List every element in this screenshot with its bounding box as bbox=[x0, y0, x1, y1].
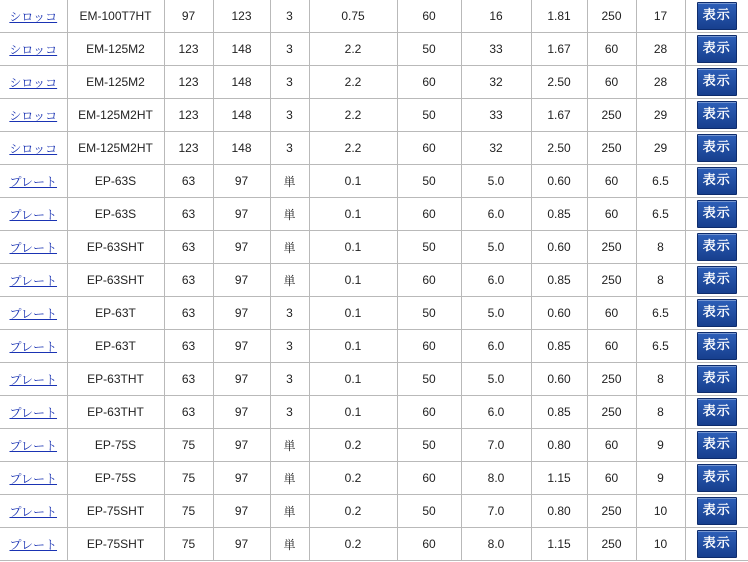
phase-cell: 単 bbox=[270, 198, 309, 231]
airflow-cell: 8.0 bbox=[461, 462, 531, 495]
size-b-cell: 97 bbox=[213, 363, 270, 396]
airflow-cell: 6.0 bbox=[461, 264, 531, 297]
frequency-cell: 50 bbox=[397, 33, 461, 66]
action-cell bbox=[685, 528, 748, 561]
action-cell bbox=[685, 99, 748, 132]
pressure-cell: 250 bbox=[587, 264, 636, 297]
power-cell: 2.2 bbox=[309, 132, 397, 165]
phase-cell: 3 bbox=[270, 33, 309, 66]
fan-type-link[interactable]: プレート bbox=[9, 207, 58, 222]
fan-type-link[interactable]: シロッコ bbox=[9, 75, 58, 90]
model-cell: EM-125M2HT bbox=[67, 132, 164, 165]
weight-cell: 29 bbox=[636, 99, 685, 132]
show-button[interactable]: 表示 bbox=[697, 2, 737, 30]
weight-cell: 10 bbox=[636, 528, 685, 561]
power-cell: 0.1 bbox=[309, 297, 397, 330]
fan-type-cell bbox=[0, 231, 67, 264]
weight-cell: 9 bbox=[636, 462, 685, 495]
size-b-cell: 97 bbox=[213, 396, 270, 429]
weight-cell: 28 bbox=[636, 66, 685, 99]
fan-type-cell bbox=[0, 99, 67, 132]
size-a-cell: 97 bbox=[164, 0, 213, 33]
action-cell bbox=[685, 396, 748, 429]
size-b-cell: 97 bbox=[213, 264, 270, 297]
action-cell bbox=[685, 429, 748, 462]
phase-cell: 3 bbox=[270, 0, 309, 33]
pressure-cell: 60 bbox=[587, 198, 636, 231]
action-cell bbox=[685, 165, 748, 198]
fan-type-cell bbox=[0, 429, 67, 462]
fan-type-link[interactable]: プレート bbox=[9, 537, 58, 552]
show-button[interactable]: 表示 bbox=[697, 200, 737, 228]
frequency-cell: 60 bbox=[397, 0, 461, 33]
fan-type-link[interactable]: シロッコ bbox=[9, 141, 58, 156]
size-a-cell: 63 bbox=[164, 396, 213, 429]
pressure-cell: 250 bbox=[587, 396, 636, 429]
model-cell: EP-63S bbox=[67, 165, 164, 198]
power-cell: 0.2 bbox=[309, 528, 397, 561]
weight-cell: 6.5 bbox=[636, 330, 685, 363]
fan-type-link[interactable]: プレート bbox=[9, 471, 58, 486]
pressure-cell: 250 bbox=[587, 528, 636, 561]
size-b-cell: 97 bbox=[213, 231, 270, 264]
current-cell: 0.80 bbox=[531, 495, 587, 528]
model-cell: EP-63SHT bbox=[67, 264, 164, 297]
phase-cell: 3 bbox=[270, 99, 309, 132]
fan-type-link[interactable]: プレート bbox=[9, 339, 58, 354]
model-cell: EM-125M2HT bbox=[67, 99, 164, 132]
pressure-cell: 60 bbox=[587, 165, 636, 198]
weight-cell: 6.5 bbox=[636, 198, 685, 231]
phase-cell: 3 bbox=[270, 330, 309, 363]
action-cell bbox=[685, 330, 748, 363]
current-cell: 0.85 bbox=[531, 330, 587, 363]
table-row bbox=[0, 462, 748, 495]
phase-cell: 単 bbox=[270, 264, 309, 297]
airflow-cell: 5.0 bbox=[461, 231, 531, 264]
model-cell: EP-75S bbox=[67, 429, 164, 462]
airflow-cell: 33 bbox=[461, 33, 531, 66]
frequency-cell: 60 bbox=[397, 330, 461, 363]
airflow-cell: 6.0 bbox=[461, 330, 531, 363]
action-cell bbox=[685, 297, 748, 330]
table-row bbox=[0, 99, 748, 132]
current-cell: 1.15 bbox=[531, 528, 587, 561]
phase-cell: 単 bbox=[270, 528, 309, 561]
fan-type-link[interactable]: シロッコ bbox=[9, 108, 58, 123]
power-cell: 0.1 bbox=[309, 396, 397, 429]
pressure-cell: 250 bbox=[587, 363, 636, 396]
show-button[interactable]: 表示 bbox=[697, 101, 737, 129]
size-b-cell: 97 bbox=[213, 495, 270, 528]
pressure-cell: 60 bbox=[587, 462, 636, 495]
power-cell: 2.2 bbox=[309, 33, 397, 66]
table-row bbox=[0, 198, 748, 231]
action-cell bbox=[685, 462, 748, 495]
model-cell: EP-63SHT bbox=[67, 231, 164, 264]
pressure-cell: 60 bbox=[587, 330, 636, 363]
action-cell bbox=[685, 231, 748, 264]
pressure-cell: 250 bbox=[587, 99, 636, 132]
frequency-cell: 60 bbox=[397, 528, 461, 561]
power-cell: 2.2 bbox=[309, 99, 397, 132]
phase-cell: 単 bbox=[270, 462, 309, 495]
airflow-cell: 5.0 bbox=[461, 165, 531, 198]
airflow-cell: 32 bbox=[461, 132, 531, 165]
size-a-cell: 123 bbox=[164, 66, 213, 99]
model-cell: EP-63THT bbox=[67, 396, 164, 429]
current-cell: 2.50 bbox=[531, 132, 587, 165]
fan-type-link[interactable]: プレート bbox=[9, 372, 58, 387]
current-cell: 0.60 bbox=[531, 363, 587, 396]
size-b-cell: 97 bbox=[213, 297, 270, 330]
pressure-cell: 250 bbox=[587, 132, 636, 165]
frequency-cell: 60 bbox=[397, 198, 461, 231]
show-button[interactable]: 表示 bbox=[697, 68, 737, 96]
size-b-cell: 123 bbox=[213, 0, 270, 33]
power-cell: 0.1 bbox=[309, 330, 397, 363]
model-cell: EM-125M2 bbox=[67, 66, 164, 99]
fan-type-link[interactable]: プレート bbox=[9, 405, 58, 420]
current-cell: 0.85 bbox=[531, 396, 587, 429]
fan-type-cell bbox=[0, 33, 67, 66]
fan-type-link[interactable]: シロッコ bbox=[9, 9, 58, 24]
size-a-cell: 63 bbox=[164, 165, 213, 198]
fan-type-link[interactable]: プレート bbox=[9, 306, 58, 321]
fan-type-cell bbox=[0, 495, 67, 528]
model-cell: EP-63T bbox=[67, 297, 164, 330]
current-cell: 0.60 bbox=[531, 231, 587, 264]
frequency-cell: 60 bbox=[397, 462, 461, 495]
pressure-cell: 60 bbox=[587, 66, 636, 99]
action-cell bbox=[685, 363, 748, 396]
weight-cell: 8 bbox=[636, 396, 685, 429]
power-cell: 0.1 bbox=[309, 231, 397, 264]
show-button[interactable]: 表示 bbox=[697, 431, 737, 459]
phase-cell: 単 bbox=[270, 429, 309, 462]
size-a-cell: 123 bbox=[164, 132, 213, 165]
fan-type-cell bbox=[0, 396, 67, 429]
weight-cell: 8 bbox=[636, 363, 685, 396]
size-b-cell: 97 bbox=[213, 165, 270, 198]
table-row bbox=[0, 0, 748, 33]
fan-type-link[interactable]: プレート bbox=[9, 174, 58, 189]
airflow-cell: 32 bbox=[461, 66, 531, 99]
size-b-cell: 148 bbox=[213, 99, 270, 132]
phase-cell: 3 bbox=[270, 297, 309, 330]
show-button[interactable]: 表示 bbox=[697, 332, 737, 360]
current-cell: 0.80 bbox=[531, 429, 587, 462]
action-cell bbox=[685, 33, 748, 66]
fan-type-link[interactable]: プレート bbox=[9, 240, 58, 255]
model-cell: EP-75SHT bbox=[67, 528, 164, 561]
size-a-cell: 63 bbox=[164, 330, 213, 363]
current-cell: 0.85 bbox=[531, 264, 587, 297]
action-cell bbox=[685, 495, 748, 528]
frequency-cell: 50 bbox=[397, 297, 461, 330]
show-button[interactable]: 表示 bbox=[697, 398, 737, 426]
table-row bbox=[0, 231, 748, 264]
fan-type-cell bbox=[0, 0, 67, 33]
power-cell: 2.2 bbox=[309, 66, 397, 99]
show-button[interactable]: 表示 bbox=[697, 365, 737, 393]
frequency-cell: 60 bbox=[397, 264, 461, 297]
current-cell: 1.81 bbox=[531, 0, 587, 33]
airflow-cell: 6.0 bbox=[461, 198, 531, 231]
show-button[interactable]: 表示 bbox=[697, 530, 737, 558]
size-b-cell: 97 bbox=[213, 330, 270, 363]
frequency-cell: 50 bbox=[397, 429, 461, 462]
weight-cell: 8 bbox=[636, 231, 685, 264]
size-a-cell: 75 bbox=[164, 462, 213, 495]
fan-type-link[interactable]: プレート bbox=[9, 438, 58, 453]
model-cell: EP-63T bbox=[67, 330, 164, 363]
model-cell: EM-125M2 bbox=[67, 33, 164, 66]
fan-type-cell bbox=[0, 330, 67, 363]
size-a-cell: 75 bbox=[164, 495, 213, 528]
weight-cell: 6.5 bbox=[636, 297, 685, 330]
size-a-cell: 63 bbox=[164, 297, 213, 330]
fan-type-cell bbox=[0, 462, 67, 495]
table-row bbox=[0, 297, 748, 330]
show-button[interactable]: 表示 bbox=[697, 464, 737, 492]
power-cell: 0.1 bbox=[309, 363, 397, 396]
airflow-cell: 33 bbox=[461, 99, 531, 132]
size-a-cell: 63 bbox=[164, 264, 213, 297]
fan-type-cell bbox=[0, 165, 67, 198]
model-cell: EP-63S bbox=[67, 198, 164, 231]
fan-type-link[interactable]: シロッコ bbox=[9, 42, 58, 57]
phase-cell: 3 bbox=[270, 66, 309, 99]
airflow-cell: 16 bbox=[461, 0, 531, 33]
pressure-cell: 60 bbox=[587, 33, 636, 66]
action-cell bbox=[685, 264, 748, 297]
frequency-cell: 50 bbox=[397, 165, 461, 198]
fan-type-cell bbox=[0, 363, 67, 396]
table-row bbox=[0, 330, 748, 363]
show-button[interactable]: 表示 bbox=[697, 266, 737, 294]
model-cell: EP-63THT bbox=[67, 363, 164, 396]
weight-cell: 28 bbox=[636, 33, 685, 66]
phase-cell: 3 bbox=[270, 363, 309, 396]
phase-cell: 単 bbox=[270, 165, 309, 198]
fan-type-cell bbox=[0, 264, 67, 297]
pressure-cell: 60 bbox=[587, 297, 636, 330]
size-b-cell: 97 bbox=[213, 462, 270, 495]
power-cell: 0.75 bbox=[309, 0, 397, 33]
fan-type-link[interactable]: プレート bbox=[9, 273, 58, 288]
power-cell: 0.2 bbox=[309, 429, 397, 462]
show-button[interactable]: 表示 bbox=[697, 497, 737, 525]
frequency-cell: 50 bbox=[397, 231, 461, 264]
airflow-cell: 6.0 bbox=[461, 396, 531, 429]
current-cell: 2.50 bbox=[531, 66, 587, 99]
pressure-cell: 250 bbox=[587, 231, 636, 264]
fan-type-link[interactable]: プレート bbox=[9, 504, 58, 519]
weight-cell: 29 bbox=[636, 132, 685, 165]
model-cell: EM-100T7HT bbox=[67, 0, 164, 33]
action-cell bbox=[685, 66, 748, 99]
fan-type-cell bbox=[0, 66, 67, 99]
table-row bbox=[0, 132, 748, 165]
fan-type-cell bbox=[0, 198, 67, 231]
frequency-cell: 60 bbox=[397, 132, 461, 165]
power-cell: 0.1 bbox=[309, 198, 397, 231]
size-a-cell: 75 bbox=[164, 528, 213, 561]
weight-cell: 8 bbox=[636, 264, 685, 297]
airflow-cell: 7.0 bbox=[461, 495, 531, 528]
current-cell: 0.60 bbox=[531, 297, 587, 330]
airflow-cell: 5.0 bbox=[461, 297, 531, 330]
weight-cell: 17 bbox=[636, 0, 685, 33]
size-b-cell: 97 bbox=[213, 528, 270, 561]
size-b-cell: 97 bbox=[213, 198, 270, 231]
power-cell: 0.2 bbox=[309, 462, 397, 495]
frequency-cell: 60 bbox=[397, 396, 461, 429]
model-cell: EP-75SHT bbox=[67, 495, 164, 528]
power-cell: 0.1 bbox=[309, 264, 397, 297]
action-cell bbox=[685, 132, 748, 165]
frequency-cell: 60 bbox=[397, 66, 461, 99]
pressure-cell: 250 bbox=[587, 495, 636, 528]
table-row bbox=[0, 363, 748, 396]
table-row bbox=[0, 495, 748, 528]
weight-cell: 10 bbox=[636, 495, 685, 528]
weight-cell: 9 bbox=[636, 429, 685, 462]
size-a-cell: 63 bbox=[164, 198, 213, 231]
phase-cell: 単 bbox=[270, 231, 309, 264]
pressure-cell: 250 bbox=[587, 0, 636, 33]
weight-cell: 6.5 bbox=[636, 165, 685, 198]
fan-type-cell bbox=[0, 132, 67, 165]
size-a-cell: 123 bbox=[164, 33, 213, 66]
power-cell: 0.2 bbox=[309, 495, 397, 528]
show-button[interactable]: 表示 bbox=[697, 167, 737, 195]
table-row bbox=[0, 165, 748, 198]
fan-type-cell bbox=[0, 528, 67, 561]
current-cell: 0.60 bbox=[531, 165, 587, 198]
size-a-cell: 123 bbox=[164, 99, 213, 132]
table-row bbox=[0, 264, 748, 297]
show-button[interactable]: 表示 bbox=[697, 35, 737, 63]
table-row bbox=[0, 396, 748, 429]
current-cell: 1.67 bbox=[531, 99, 587, 132]
phase-cell: 3 bbox=[270, 396, 309, 429]
current-cell: 1.15 bbox=[531, 462, 587, 495]
frequency-cell: 50 bbox=[397, 495, 461, 528]
size-b-cell: 148 bbox=[213, 66, 270, 99]
phase-cell: 3 bbox=[270, 132, 309, 165]
current-cell: 0.85 bbox=[531, 198, 587, 231]
table-row bbox=[0, 429, 748, 462]
show-button[interactable]: 表示 bbox=[697, 134, 737, 162]
model-cell: EP-75S bbox=[67, 462, 164, 495]
size-b-cell: 148 bbox=[213, 132, 270, 165]
show-button[interactable]: 表示 bbox=[697, 233, 737, 261]
size-b-cell: 148 bbox=[213, 33, 270, 66]
phase-cell: 単 bbox=[270, 495, 309, 528]
frequency-cell: 50 bbox=[397, 363, 461, 396]
power-cell: 0.1 bbox=[309, 165, 397, 198]
airflow-cell: 7.0 bbox=[461, 429, 531, 462]
table-row bbox=[0, 528, 748, 561]
table-row bbox=[0, 66, 748, 99]
pressure-cell: 60 bbox=[587, 429, 636, 462]
action-cell bbox=[685, 198, 748, 231]
table-row bbox=[0, 33, 748, 66]
fan-type-cell bbox=[0, 297, 67, 330]
frequency-cell: 50 bbox=[397, 99, 461, 132]
show-button[interactable]: 表示 bbox=[697, 299, 737, 327]
action-cell bbox=[685, 0, 748, 33]
airflow-cell: 5.0 bbox=[461, 363, 531, 396]
size-a-cell: 63 bbox=[164, 363, 213, 396]
size-a-cell: 75 bbox=[164, 429, 213, 462]
size-b-cell: 97 bbox=[213, 429, 270, 462]
current-cell: 1.67 bbox=[531, 33, 587, 66]
size-a-cell: 63 bbox=[164, 231, 213, 264]
airflow-cell: 8.0 bbox=[461, 528, 531, 561]
